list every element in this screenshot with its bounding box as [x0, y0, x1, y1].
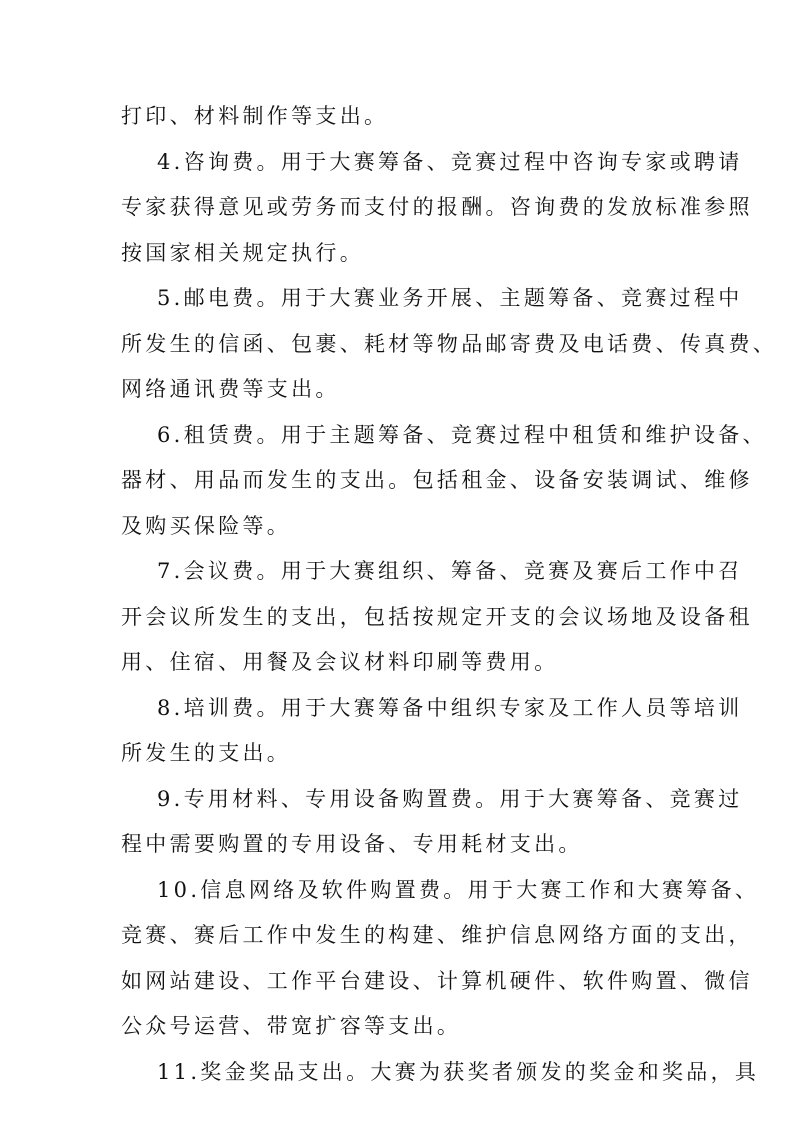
paragraph-10-line-1: 10.信息网络及软件购置费。用于大赛工作和大赛筹备、	[157, 877, 760, 902]
paragraph-5-line-1: 5.邮电费。用于大赛业务开展、主题筹备、竞赛过程中	[157, 286, 743, 310]
paragraph-5-line-2: 所发生的信函、包裹、耗材等物品邮寄费及电话费、传真费、	[121, 331, 778, 356]
paragraph-8-line-2: 所发生的支出。	[121, 741, 292, 765]
paragraph-8-line-1: 8.培训费。用于大赛筹备中组织专家及工作人员等培训	[157, 695, 743, 720]
text-line: 打印、材料制作等支出。	[121, 104, 389, 128]
document-body	[121, 94, 778, 1095]
paragraph-4-line-2: 专家获得意见或劳务而支付的报酬。咨询费的发放标准参照	[121, 195, 753, 219]
paragraph-10-line-3: 如网站建设、工作平台建设、计算机硬件、软件购置、微信	[121, 968, 753, 993]
paragraph-5-line-3: 网络通讯费等支出。	[121, 377, 340, 401]
paragraph-6-line-1: 6.租赁费。用于主题筹备、竞赛过程中租赁和维护设备、	[157, 422, 767, 447]
paragraph-10-line-2: 竞赛、赛后工作中发生的构建、维护信息网络方面的支出，	[121, 923, 753, 947]
paragraph-7-line-3: 用、住宿、用餐及会议材料印刷等费用。	[121, 650, 559, 674]
paragraph-7-line-1: 7.会议费。用于大赛组织、筹备、竞赛及赛后工作中召	[157, 559, 743, 583]
paragraph-4-line-3: 按国家相关规定执行。	[121, 240, 364, 265]
paragraph-10-line-4: 公众号运营、带宽扩容等支出。	[121, 1014, 462, 1038]
paragraph-9-line-2: 程中需要购置的专用设备、专用耗材支出。	[121, 832, 583, 856]
paragraph-11-line-1: 11.奖金奖品支出。大赛为获奖者颁发的奖金和奖品，具	[157, 1059, 760, 1084]
paragraph-4-line-1: 4.咨询费。用于大赛筹备、竞赛过程中咨询专家或聘请	[157, 149, 743, 174]
paragraph-7-line-2: 开会议所发生的支出，包括按规定开支的会议场地及设备租	[121, 604, 753, 629]
paragraph-6-line-3: 及购买保险等。	[121, 513, 292, 538]
paragraph-6-line-2: 器材、用品而发生的支出。包括租金、设备安装调试、维修	[121, 468, 753, 492]
paragraph-9-line-1: 9.专用材料、专用设备购置费。用于大赛筹备、竞赛过	[157, 786, 743, 811]
